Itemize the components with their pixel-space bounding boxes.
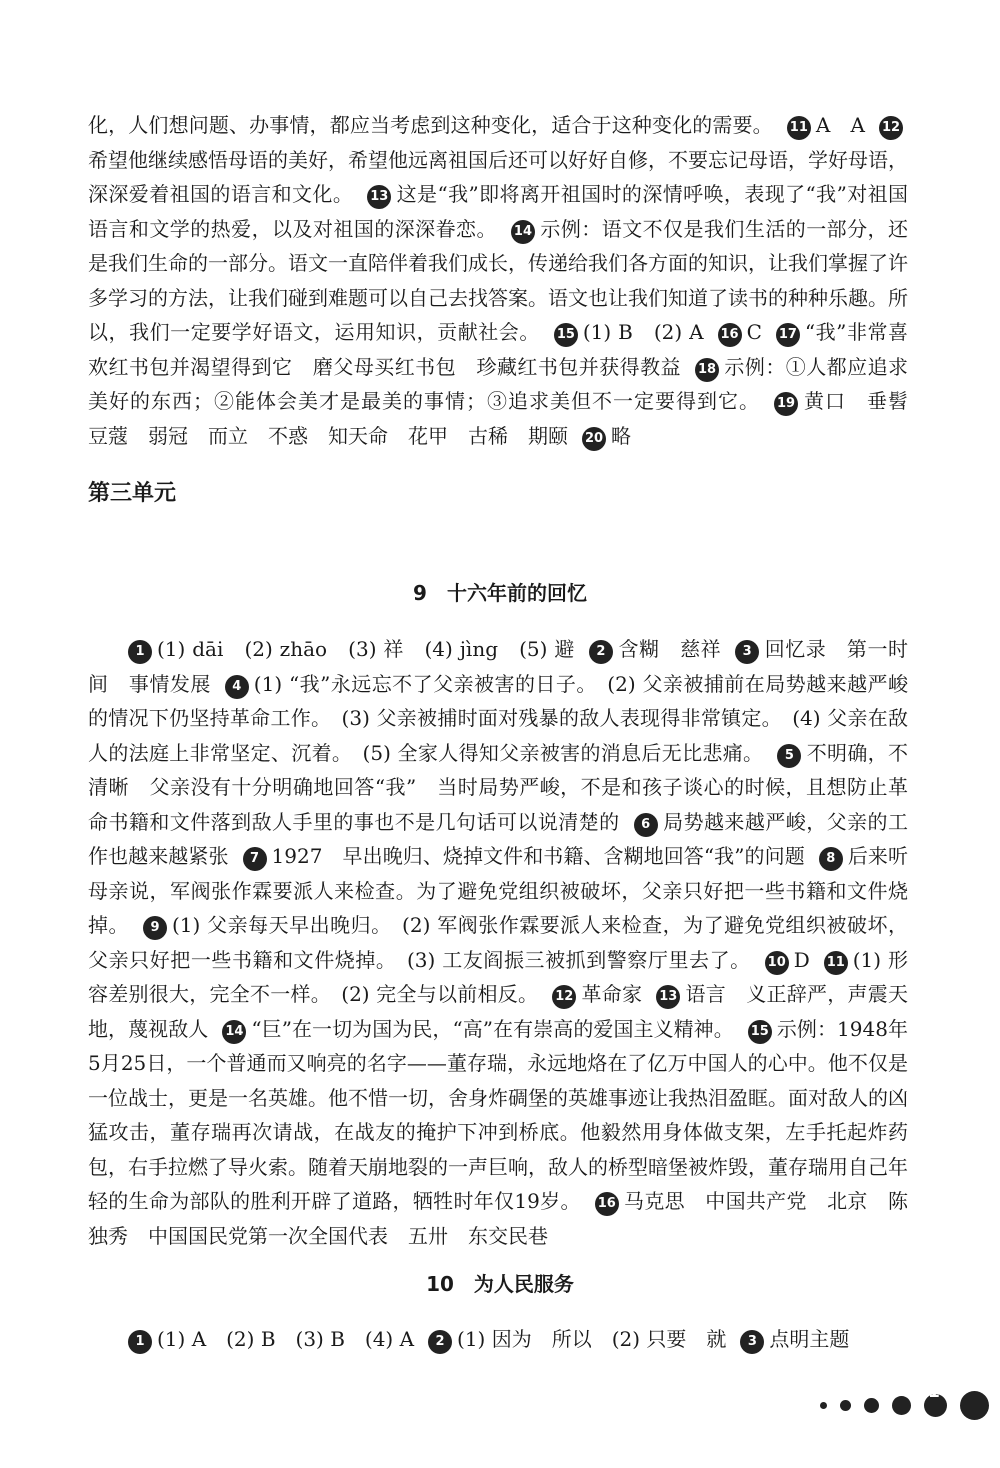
prev-unit-answers: 化，人们想问题、办事情，都应当考虑到这种变化，适合于这种变化的需要。 11 A A 12希望他继续感悟母语的美好，希望他远离祖国后还可以好好自修，不要忘记母语，学好母语，深深爱着祖国的语言和文化。 13 这是“我”即将离开祖国时的深情呼唤，表现了“我”对祖国语言和文学的热爱，以及对祖国的深深眷恋。 14 示例：语文不仅是我们生活的一部分，还是我们生命的一部分。语文一直陪伴着我们成长，传递给我们各方面的知识，让我们掌握了许多学习的方法，让我们碰到难题可以自己去找答案。语文也让我们知道了读书的种种乐趣。所以，我们一定要学好语文，运用知识，贡献社会。 15 (1) B (2) A 16 C 17 “我”非常喜欢红书包并渴望得到它 磨父母买红书包 珍藏红书包并获得教益 18 示例：①人都应追求美好的东西；②能体会美才是最美的事情；③追求美但不一定要得到它。 19 黄口 垂髫 豆蔻 弱冠 而立 不惑 知天命 花甲 古稀 期颐 20 略 <box>88 108 908 453</box>
answer-number-badge: 7 <box>243 847 267 871</box>
answer-number-badge: 17 <box>776 323 800 347</box>
decorative-dots <box>820 1376 1000 1436</box>
dot <box>820 1402 827 1409</box>
answer-number-badge: 13 <box>656 985 680 1009</box>
answer-number-badge: 20 <box>582 427 606 451</box>
answer-number-badge: 11 <box>824 951 848 975</box>
answer-number-badge: 16 <box>718 323 742 347</box>
answer-number-badge: 2 <box>589 640 613 664</box>
lesson-9-title: 9 十六年前的回忆 <box>413 581 587 605</box>
answer-number-badge: 12 <box>879 116 903 140</box>
answer-number-badge: 18 <box>695 358 719 382</box>
dot <box>864 1398 879 1413</box>
answer-number-badge: 16 <box>595 1192 619 1216</box>
answer-number-badge: 15 <box>748 1020 772 1044</box>
page-number: 163 <box>928 1382 964 1402</box>
dot <box>892 1396 911 1415</box>
answer-number-badge: 2 <box>428 1330 452 1354</box>
lesson-10-answers: 1 (1) A (2) B (3) B (4) A 2 (1) 因为 所以 (2) 只要 就 3 点明主题 <box>88 1322 908 1357</box>
answer-number-badge: 11 <box>787 116 811 140</box>
answer-number-badge: 12 <box>552 985 576 1009</box>
dot <box>960 1391 989 1420</box>
dot <box>840 1400 851 1411</box>
answer-number-badge: 14 <box>222 1020 246 1044</box>
answer-number-badge: 5 <box>777 744 801 768</box>
answer-number-badge: 3 <box>740 1330 764 1354</box>
answer-number-badge: 8 <box>819 847 843 871</box>
answer-number-badge: 1 <box>128 1330 152 1354</box>
answer-number-badge: 1 <box>128 640 152 664</box>
lesson-9-answers: 1 (1) dāi (2) zhāo (3) 祥 (4) jìng (5) 避 2 含糊 慈祥 3 回忆录 第一时间 事情发展 4 (1) “我”永远忘不了父亲被害的日子。 (2) 父亲被捕前在局势越来越严峻的情况下仍坚持革命工作。 (3) 父亲被捕时面对残暴的敌人表现得非常镇定。 (4) 父亲在敌人的法庭上非常坚定、沉着。 (5) 全家人得知父亲被害的消息后无比悲痛。 5 不明确，不清晰 父亲没有十分明确地回答“我” 当时局势严峻，不是和孩子谈心的时候，且想防止革命书籍和文件落到敌人手里的事也不是几句话可以说清楚的 6 局势越来越严峻，父亲的工作也越来越紧张 7 1927 早出晚归、烧掉文件和书籍、含糊地回答“我”的问题 8 后来听母亲说，军阀张作霖要派人来检查。为了避免党组织被破坏，父亲只好把一些书籍和文件烧掉。 9 (1) 父亲每天早出晚归。 (2) 军阀张作霖要派人来检查，为了避免党组织被破坏，父亲只好把一些书籍和文件烧掉。 (3) 工友阎振三被抓到警察厅里去了。 10 D 11 (1) 形容差别很大，完全不一样。 (2) 完全与以前相反。 12 革命家 13 语言 义正辞严，声震天地，蔑视敌人 14 “巨”在一切为国为民，“高”在有崇高的爱国主义精神。 15 示例：1948年5月25日，一个普通而又响亮的名字——董存瑞，永远地烙在了亿万中国人的心中。他不仅是一位战士，更是一名英雄。他不惜一切，舍身炸碉堡的英雄事迹让我热泪盈眶。面对敌人的凶猛攻击，董存瑞再次请战，在战友的掩护下冲到桥底。他毅然用身体做支架，左手托起炸药包，右手拉燃了导火索。随着天崩地裂的一声巨响，敌人的桥型暗堡被炸毁，董存瑞用自己年轻的生命为部队的胜利开辟了道路，牺牲时年仅19岁。 16 马克思 中国共产党 北京 陈独秀 中国国民党第一次全国代表 五卅 东交民巷 <box>88 637 909 1248</box>
answer-number-badge: 10 <box>765 951 789 975</box>
answer-number-badge: 4 <box>225 675 249 699</box>
answer-number-badge: 19 <box>774 392 798 416</box>
answer-number-badge: 6 <box>634 813 658 837</box>
answer-number-badge: 3 <box>735 640 759 664</box>
lesson-10-title: 10 为人民服务 <box>426 1272 574 1296</box>
answer-number-badge: 9 <box>143 916 167 940</box>
answer-number-badge: 15 <box>554 323 578 347</box>
answer-number-badge: 13 <box>367 185 391 209</box>
answer-number-badge: 14 <box>511 220 535 244</box>
section-title: 第三单元 <box>88 481 177 506</box>
